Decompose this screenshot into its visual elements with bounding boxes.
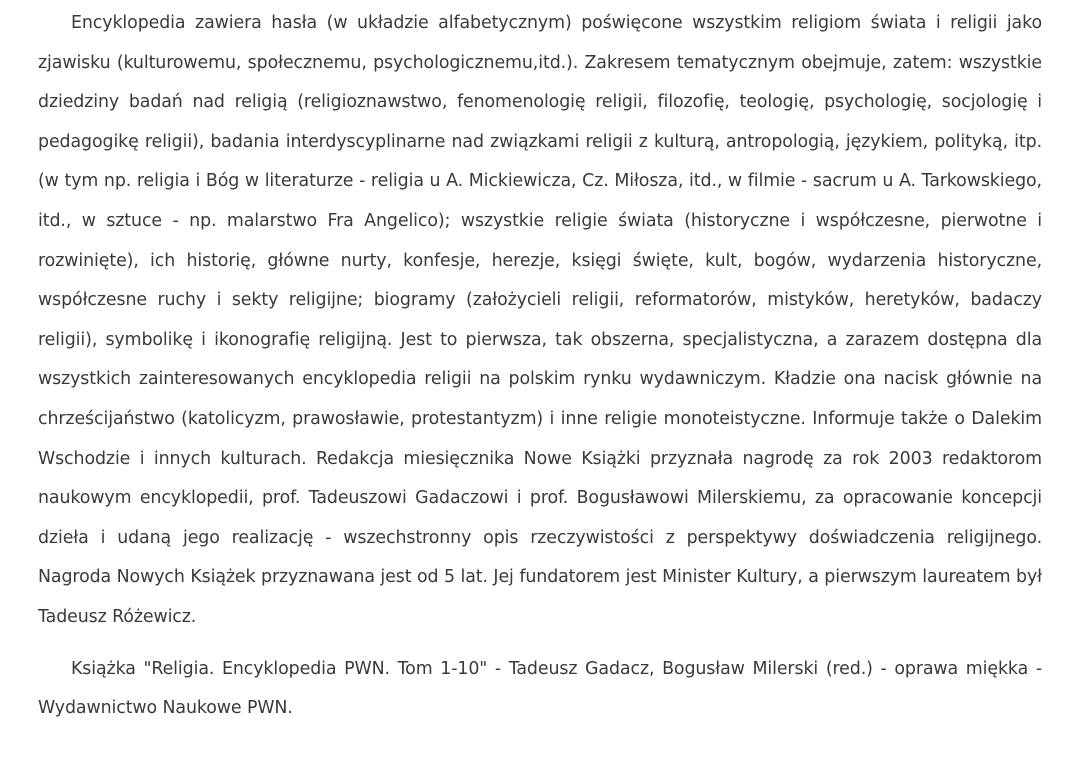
book-info-paragraph: Książka "Religia. Encyklopedia PWN. Tom 1-10" - Tadeusz Gadacz, Bogusław Milerski (red.) - oprawa miękka - Wydawnictwo Naukowe PWN. <box>38 658 1042 719</box>
article-body <box>38 4 1042 729</box>
description-paragraph: Encyklopedia zawiera hasła (w układzie alfabetycznym) poświęcone wszystkim religiom świata i religii jako zjawisku (kulturowemu, społecznemu, psychologicznemu,itd.). Zakresem tematycznym obejmuje, zatem: wszystkie dziedziny badań nad religią (religioznawstwo, fenomenologię religii, filozofię, teologię, psychologię, socjologię i pedagogikę religii), badania interdyscyplinarne nad związkami religii z kulturą, antropologią, językiem, polityką, itp.(w tym np. religia i Bóg w literaturze - religia u A. Mickiewicza, Cz. Miłosza, itd., w filmie - sacrum u A. Tarkowskiego, itd., w sztuce - np. malarstwo Fra Angelico); wszystkie religie świata (historyczne i współczesne, pierwotne i rozwinięte), ich historię, główne nurty, konfesje, herezje, księgi święte, kult, bogów, wydarzenia historyczne, współczesne ruchy i sekty religijne; biogramy (założycieli religii, reformatorów, mistyków, heretyków, badaczy religii), symbolikę i ikonografię religijną. Jest to pierwsza, tak obszerna, specjalistyczna, a zarazem dostępna dla wszystkich zainteresowanych encyklopedia religii na polskim rynku wydawniczym. Kładzie ona nacisk głównie na chrześcijaństwo (katolicyzm, prawosławie, protestantyzm) i inne religie monoteistyczne. Informuje także o Dalekim Wschodzie i innych kulturach. Redakcja miesięcznika Nowe Książki przyznała nagrodę za rok 2003 redaktorom naukowym encyklopedii, prof. Tadeuszowi Gadaczowi i prof. Bogusławowi Milerskiemu, za opracowanie koncepcji dzieła i udaną jego realizację - wszechstronny opis rzeczywistości z perspektywy doświadczenia religijnego. Nagroda Nowych Książek przyznawana jest od 5 lat. Jej fundatorem jest Minister Kultury, a pierwszym laureatem był Tadeusz Różewicz. <box>38 13 1042 627</box>
